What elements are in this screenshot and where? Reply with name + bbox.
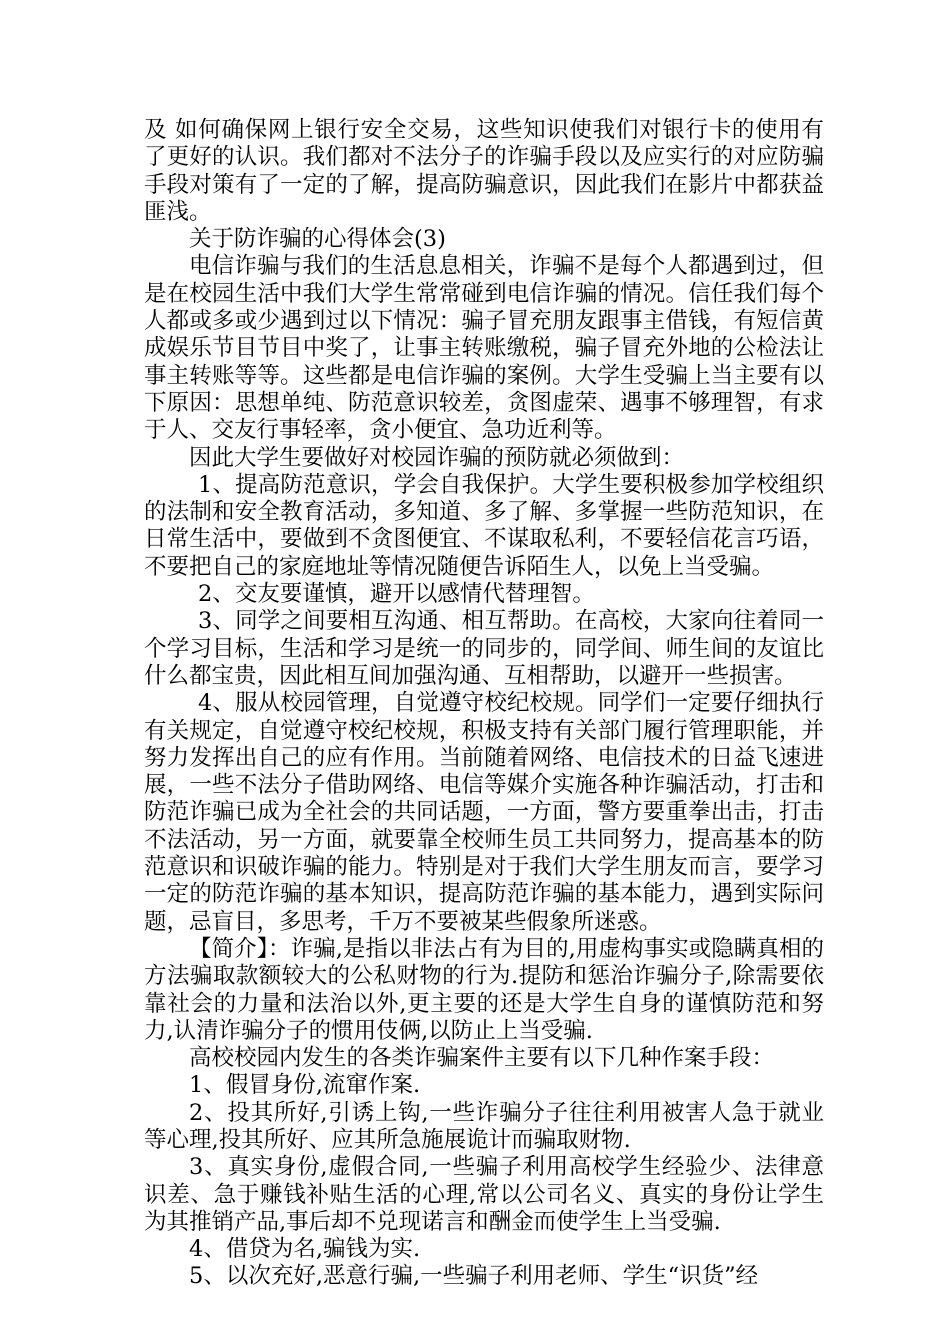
paragraph: 高校校园内发生的各类诈骗案件主要有以下几种作案手段：	[189, 1045, 775, 1072]
list-item: 2、交友要谨慎，避开以感情代替理智。	[198, 581, 595, 608]
paragraph: 因此大学生要做好对校园诈骗的预防就必须做到：	[189, 444, 685, 471]
list-item: 4、服从校园管理，自觉遵守校纪校规。同学们一定要仔细执行有关规定，自觉遵守校纪校规，积极支持有关部门履行管理职能，并努力发挥出自己的应有作用。当前随着网络、电信技术的日益飞速进展，一些不法分子借助网络、电信等媒介实施各种诈骗活动，打击和防范诈骗已成为全社会的共同话题，一方面，警方要重拳出击，打击不法活动，另一方面，就要靠全校师生员工共同努力，提高基本的防范意识和识破诈骗的能力。特别是对于我们大学生朋友而言，要学习一定的防范诈骗的基本知识，提高防范诈骗的基本能力，遇到实际问题，忌盲目，多思考，千万不要被某些假象所迷惑。	[144, 690, 824, 935]
section-heading: 关于防诈骗的心得体会(3)	[189, 226, 446, 253]
list-item: 2、投其所好,引诱上钩,一些诈骗分子往往利用被害人急于就业等心理,投其所好、应其所急施展诡计而骗取财物.	[144, 1099, 824, 1153]
document-body	[144, 117, 824, 1291]
paragraph: 及 如何确保网上银行安全交易，这些知识使我们对银行卡的使用有了更好的认识。我们都对不法分子的诈骗手段以及应实行的对应防骗手段对策有了一定的了解，提高防骗意识，因此我们在影片中都获益匪浅。	[144, 117, 824, 225]
list-item: 3、真实身份,虚假合同,一些骗子利用高校学生经验少、法律意识差、急于赚钱补贴生活的心理,常以公司名义、真实的身份让学生为其推销产品,事后却不兑现诺言和酬金而使学生上当受骗.	[144, 1154, 824, 1235]
paragraph: 电信诈骗与我们的生活息息相关，诈骗不是每个人都遇到过，但是在校园生活中我们大学生常常碰到电信诈骗的情况。信任我们每个人都或多或少遇到过以下情况：骗子冒充朋友跟事主借钱，有短信黄成娱乐节目节目中奖了，让事主转账缴税，骗子冒充外地的公检法让事主转账等等。这些都是电信诈骗的案例。大学生受骗上当主要有以下原因：思想单纯、防范意识较差，贪图虚荣、遇事不够理智，有求于人、交友行事轻率，贪小便宜、急功近利等。	[144, 253, 824, 444]
list-item: 1、假冒身份,流窜作案.	[189, 1072, 421, 1099]
list-item: 3、同学之间要相互沟通、相互帮助。在高校，大家向往着同一个学习目标，生活和学习是统一的同步的，同学间、师生间的友谊比什么都宝贵，因此相互间加强沟通、互相帮助，以避开一些损害。	[144, 608, 824, 689]
list-item: 1、提高防范意识，学会自我保护。大学生要积极参加学校组织的法制和安全教育活动，多知道、多了解、多掌握一些防范知识，在日常生活中，要做到不贪图便宜、不谋取私利，不要轻信花言巧语，不要把自己的家庭地址等情况随便告诉陌生人，以免上当受骗。	[144, 471, 824, 580]
list-item: 5、以次充好,恶意行骗,一些骗子利用老师、学生“识货”经	[189, 1263, 759, 1290]
summary-paragraph: 【简介】：诈骗,是指以非法占有为目的,用虚构事实或隐瞒真相的方法骗取款额较大的公私财物的行为.提防和惩治诈骗分子,除需要依靠社会的力量和法治以外,更主要的还是大学生自身的谨慎防范和努力,认清诈骗分子的惯用伎俩,以防止上当受骗.	[144, 935, 824, 1044]
list-item: 4、借贷为名,骗钱为实.	[189, 1236, 421, 1263]
